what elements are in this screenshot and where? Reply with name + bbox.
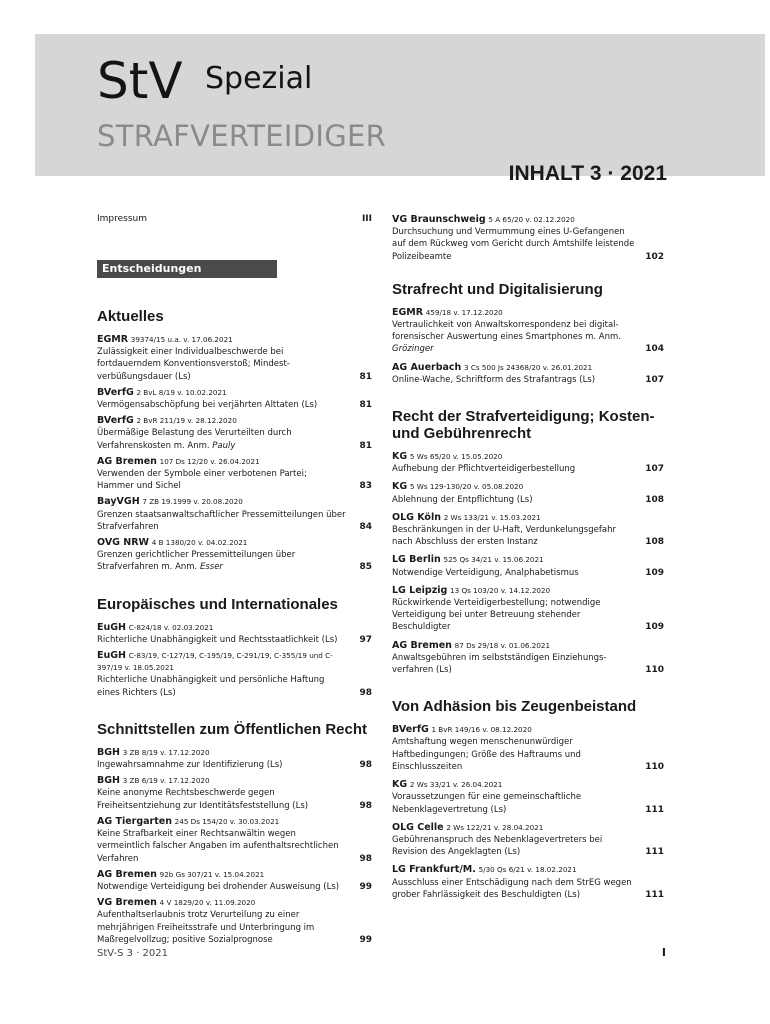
toc-entry[interactable] bbox=[97, 415, 374, 452]
entry-ref: 459/18 v. 17.12.2020 bbox=[425, 307, 503, 317]
section-heading: Strafrecht und Digitalisierung bbox=[392, 280, 603, 298]
entry-page: 84 bbox=[359, 521, 372, 532]
entry-ref: 92b Gs 307/21 v. 15.04.2021 bbox=[159, 869, 265, 879]
toc-entry[interactable] bbox=[97, 456, 374, 493]
entry-ref: 5 Ws 129-130/20 v. 05.08.2020 bbox=[409, 482, 524, 492]
toc-entry[interactable] bbox=[392, 585, 666, 634]
entry-ref: 7 ZB 19.1999 v. 20.08.2020 bbox=[142, 497, 243, 507]
entry-page: 98 bbox=[359, 853, 372, 864]
right-column bbox=[392, 214, 666, 901]
right-sections bbox=[392, 281, 666, 901]
entry-court: VG Bremen bbox=[97, 897, 157, 909]
section-heading: Von Adhäsion bis Zeugenbeistand bbox=[392, 698, 637, 716]
entry-text: Grenzen gerichtlicher Pressemitteilungen über Strafverfahren m. Anm. bbox=[97, 550, 296, 573]
toc-section bbox=[392, 281, 666, 386]
toc-entry[interactable] bbox=[97, 869, 374, 893]
entry-text: Richterliche Unabhängigkeit und Rechtsstaatlichkeit (Ls) bbox=[97, 634, 338, 645]
entry-court: BVerfG bbox=[97, 415, 134, 427]
entry-court: OLG Celle bbox=[392, 821, 444, 833]
entry-ref: 2 BvR 211/19 v. 28.12.2020 bbox=[136, 416, 237, 426]
entry-text: Ablehnung der Entpflichtung (Ls) bbox=[392, 494, 533, 505]
entry-ref: 4 V 1829/20 v. 11.09.2020 bbox=[159, 898, 256, 908]
entry-text: Übermäßige Belastung des Verurteilten durch Verfahrenskosten m. Anm. bbox=[97, 428, 292, 451]
entry-ref: 2 Ws 133/21 v. 15.03.2021 bbox=[443, 512, 541, 522]
entry-court: BVerfG bbox=[97, 386, 134, 398]
entry-court: KG bbox=[392, 481, 408, 493]
entry-text: Aufenthaltserlaubnis trotz Verurteilung zu einer mehrjährigen Freiheitsstrafe und Unterbringung im Maßregelvollzug; positive Sozialprognose bbox=[97, 910, 315, 945]
footer-issue: StV-S 3 · 2021 bbox=[97, 948, 169, 959]
entry-text: Durchsuchung und Vermummung eines U-Gefangenen auf dem Rückweg vom Gericht durch Amtshilfe leistende Polizeibeamte bbox=[392, 227, 635, 262]
toc-entry[interactable] bbox=[392, 779, 666, 816]
toc-entry[interactable] bbox=[97, 537, 374, 574]
toc-entry[interactable] bbox=[392, 512, 666, 549]
toc-entry[interactable] bbox=[392, 307, 666, 356]
entry-ref: 2 BvL 8/19 v. 10.02.2021 bbox=[136, 387, 227, 397]
entry-ref: 525 Qs 34/21 v. 15.06.2021 bbox=[443, 555, 544, 565]
entry-text: Amtshaftung wegen menschenunwürdiger Haftbedingungen; Größe des Haftraums und Einschlusszeiten bbox=[392, 737, 581, 772]
entry-court: BGH bbox=[97, 746, 120, 758]
entry-text: Notwendige Verteidigung bei drohender Ausweisung (Ls) bbox=[97, 881, 340, 892]
entry-text: Anwaltsgebühren im selbstständigen Einziehungs-verfahren (Ls) bbox=[392, 652, 607, 676]
entry-text: Gebührenanspruch des Nebenklagevertreters bei Revision des Angeklagten (Ls) bbox=[392, 834, 603, 858]
entry-court: LG Berlin bbox=[392, 554, 441, 566]
entry-ref: C-83/19, C-127/19, C-195/19, C-291/19, C-355/19 und C-397/19 v. 18.05.2021 bbox=[97, 651, 333, 673]
logo-strafverteidiger: STRAFVERTEIDIGER bbox=[97, 119, 387, 153]
entry-author: Esser bbox=[199, 562, 223, 573]
entry-court: BayVGH bbox=[97, 496, 140, 508]
entry-ref: 5 A 65/20 v. 02.12.2020 bbox=[488, 215, 575, 224]
impressum-page: III bbox=[361, 214, 372, 224]
toc-entry[interactable] bbox=[392, 822, 666, 859]
toc-entry[interactable] bbox=[392, 362, 666, 386]
entry-ref: 39374/15 u.a. v. 17.06.2021 bbox=[130, 335, 233, 344]
entry-ref: 3 ZB 8/19 v. 17.12.2020 bbox=[122, 747, 210, 757]
entry-court: OLG Köln bbox=[392, 511, 441, 523]
entry-page: 98 bbox=[359, 687, 372, 698]
entry-court: AG Bremen bbox=[392, 639, 452, 651]
section-heading: Schnittstellen zum Öffentlichen Recht bbox=[97, 720, 368, 738]
entry-ref: 5 Ws 65/20 v. 15.05.2020 bbox=[409, 452, 503, 462]
entry-ref: 245 Ds 154/20 v. 30.03.2021 bbox=[174, 816, 280, 826]
entry-page: 111 bbox=[645, 804, 664, 815]
entry-page: 109 bbox=[645, 622, 664, 633]
section-heading: Europäisches und Internationales bbox=[97, 595, 338, 613]
entry-ref: 87 Ds 29/18 v. 01.06.2021 bbox=[454, 640, 551, 650]
toc-entry[interactable] bbox=[97, 496, 374, 533]
entry-page: 99 bbox=[359, 934, 372, 945]
toc-entry[interactable] bbox=[392, 214, 666, 263]
left-sections bbox=[97, 308, 374, 946]
section-heading: Aktuelles bbox=[97, 308, 164, 325]
entry-page: 81 bbox=[359, 440, 372, 451]
entry-page: 98 bbox=[359, 760, 372, 771]
entry-court: AG Bremen bbox=[97, 868, 157, 880]
entry-page: 102 bbox=[645, 251, 664, 262]
entry-court: AG Tiergarten bbox=[97, 815, 172, 827]
toc-entry[interactable] bbox=[392, 864, 666, 901]
impressum-entry[interactable] bbox=[97, 214, 374, 228]
entry-court: OVG NRW bbox=[97, 537, 150, 549]
entry-text: Richterliche Unabhängigkeit und persönliche Haftung eines Richters (Ls) bbox=[97, 675, 325, 698]
entry-ref: 13 Qs 103/20 v. 14.12.2020 bbox=[450, 585, 551, 595]
entry-text: Voraussetzungen für eine gemeinschaftliche Nebenklagevertretung (Ls) bbox=[392, 792, 582, 815]
entry-text: Verwenden der Symbole einer verbotenen Partei; Hammer und Sichel bbox=[97, 469, 307, 492]
entry-court: BVerfG bbox=[392, 724, 429, 736]
entry-court: LG Leipzig bbox=[392, 584, 448, 596]
entry-page: 111 bbox=[645, 847, 664, 858]
entry-text: Online-Wache, Schriftform des Strafantrags (Ls) bbox=[392, 374, 596, 385]
entry-page: 108 bbox=[645, 537, 664, 548]
entry-page: 108 bbox=[645, 494, 664, 505]
entry-court: AG Bremen bbox=[97, 455, 157, 467]
footer-page-number: I bbox=[661, 946, 666, 959]
entry-text: Ausschluss einer Entschädigung nach dem StrEG wegen grober Fahrlässigkeit des Beschuldigten (Ls) bbox=[392, 877, 632, 900]
logo-spezial: Spezial bbox=[205, 61, 313, 96]
entry-page: 107 bbox=[645, 374, 664, 385]
entry-court: AG Auerbach bbox=[392, 361, 462, 373]
entry-court: VG Braunschweig bbox=[392, 214, 486, 225]
entry-text: Notwendige Verteidigung, Analphabetismus bbox=[392, 567, 579, 578]
entry-court: KG bbox=[392, 779, 408, 791]
toc-entry[interactable] bbox=[97, 816, 374, 865]
logo-stv: StV bbox=[97, 52, 183, 110]
toc-section bbox=[97, 596, 374, 699]
toc-entry[interactable] bbox=[97, 775, 374, 812]
entry-page: 104 bbox=[645, 344, 664, 355]
entry-author: Grözinger bbox=[392, 344, 434, 355]
entry-court: EGMR bbox=[97, 334, 129, 345]
toc-section bbox=[97, 308, 374, 574]
entry-page: 109 bbox=[645, 567, 664, 578]
entry-page: 110 bbox=[645, 665, 664, 676]
entry-page: 81 bbox=[359, 371, 372, 382]
toc-entry[interactable] bbox=[392, 724, 666, 773]
entry-text: Ingewahrsamnahme zur Identifizierung (Ls) bbox=[97, 760, 283, 771]
entry-ref: 3 ZB 6/19 v. 17.12.2020 bbox=[122, 776, 210, 786]
toc-section bbox=[392, 408, 666, 676]
entry-court: EuGH bbox=[97, 621, 127, 633]
toc-entry[interactable] bbox=[392, 640, 666, 677]
entry-court: EGMR bbox=[392, 306, 424, 318]
entry-page: 110 bbox=[645, 761, 664, 772]
entry-court: KG bbox=[392, 451, 408, 463]
toc-entry[interactable] bbox=[392, 554, 666, 578]
toc-entry[interactable] bbox=[97, 897, 374, 946]
entry-court: LG Frankfurt/M. bbox=[392, 864, 476, 876]
entry-text: Vermögensabschöpfung bei verjährten Alttaten (Ls) bbox=[97, 400, 318, 411]
entry-text: Zulässigkeit einer Individualbeschwerde bei fortdauerndem Konventionsverstoß; Mindest-verbüßungsdauer (Ls) bbox=[97, 347, 290, 382]
toc-entry[interactable] bbox=[97, 334, 374, 383]
entry-page: 83 bbox=[359, 481, 372, 492]
impressum-label: Impressum bbox=[97, 214, 148, 224]
toc-entry[interactable] bbox=[97, 622, 374, 646]
section-bar-entscheidungen: Entscheidungen bbox=[97, 260, 277, 278]
toc-entry[interactable] bbox=[97, 747, 374, 771]
entry-text: Grenzen staatsanwaltschaftlicher Pressemitteilungen über Strafverfahren bbox=[97, 509, 346, 532]
toc-entry[interactable] bbox=[97, 387, 374, 411]
toc-section bbox=[97, 721, 374, 946]
entry-ref: 1 BvR 149/16 v. 08.12.2020 bbox=[431, 725, 532, 735]
entry-author: Pauly bbox=[212, 440, 236, 451]
section-heading: Recht der Strafverteidigung; Kosten- und Gebührenrecht bbox=[392, 408, 655, 443]
entry-ref: 4 B 1380/20 v. 04.02.2021 bbox=[151, 538, 248, 548]
entry-ref: 3 Cs 500 Js 24368/20 v. 26.01.2021 bbox=[464, 362, 593, 372]
entry-ref: 2 Ws 33/21 v. 26.04.2021 bbox=[409, 780, 503, 790]
entry-page: 85 bbox=[359, 562, 372, 573]
entry-ref: 2 Ws 122/21 v. 28.04.2021 bbox=[446, 822, 544, 832]
issue-title: INHALT 3 · 2021 bbox=[508, 162, 667, 185]
entry-ref: 107 Ds 12/20 v. 26.04.2021 bbox=[159, 456, 260, 466]
entry-court: EuGH bbox=[97, 650, 127, 662]
entry-page: 97 bbox=[359, 634, 372, 645]
toc-entry[interactable] bbox=[392, 481, 666, 505]
entry-text: Keine anonyme Rechtsbeschwerde gegen Freiheitsentziehung zur Identitätsfeststellung (Ls) bbox=[97, 788, 309, 811]
entry-page: 99 bbox=[359, 881, 372, 892]
entry-page: 81 bbox=[359, 400, 372, 411]
entry-text: Vertraulichkeit von Anwaltskorrespondenz bei digital-forensischer Auswertung eines Smartphones m. Anm. bbox=[392, 320, 621, 343]
toc-section bbox=[392, 698, 666, 901]
entry-ref: C-824/18 v. 02.03.2021 bbox=[128, 622, 214, 632]
entry-text: Rückwirkende Verteidigerbestellung; notwendige Verteidigung bei unter Betreuung stehender Beschuldigter bbox=[392, 598, 601, 633]
entry-ref: 5/30 Qs 6/21 v. 18.02.2021 bbox=[478, 865, 577, 875]
left-column bbox=[97, 214, 374, 946]
entry-page: 111 bbox=[645, 889, 664, 900]
entry-page: 107 bbox=[645, 464, 664, 475]
entry-text: Aufhebung der Pflichtverteidigerbestellung bbox=[392, 464, 576, 475]
entry-page: 98 bbox=[359, 800, 372, 811]
entry-text: Keine Strafbarkeit einer Rechtsanwältin wegen vermeintlich falscher Angaben im aufenthaltsrechtlichen Verfahren bbox=[97, 829, 339, 864]
toc-entry[interactable] bbox=[392, 451, 666, 475]
entry-court: BGH bbox=[97, 775, 120, 787]
toc-entry[interactable] bbox=[97, 650, 374, 699]
entry-text: Beschränkungen in der U-Haft, Verdunkelungsgefahr nach Abschluss der ersten Instanz bbox=[392, 525, 616, 548]
